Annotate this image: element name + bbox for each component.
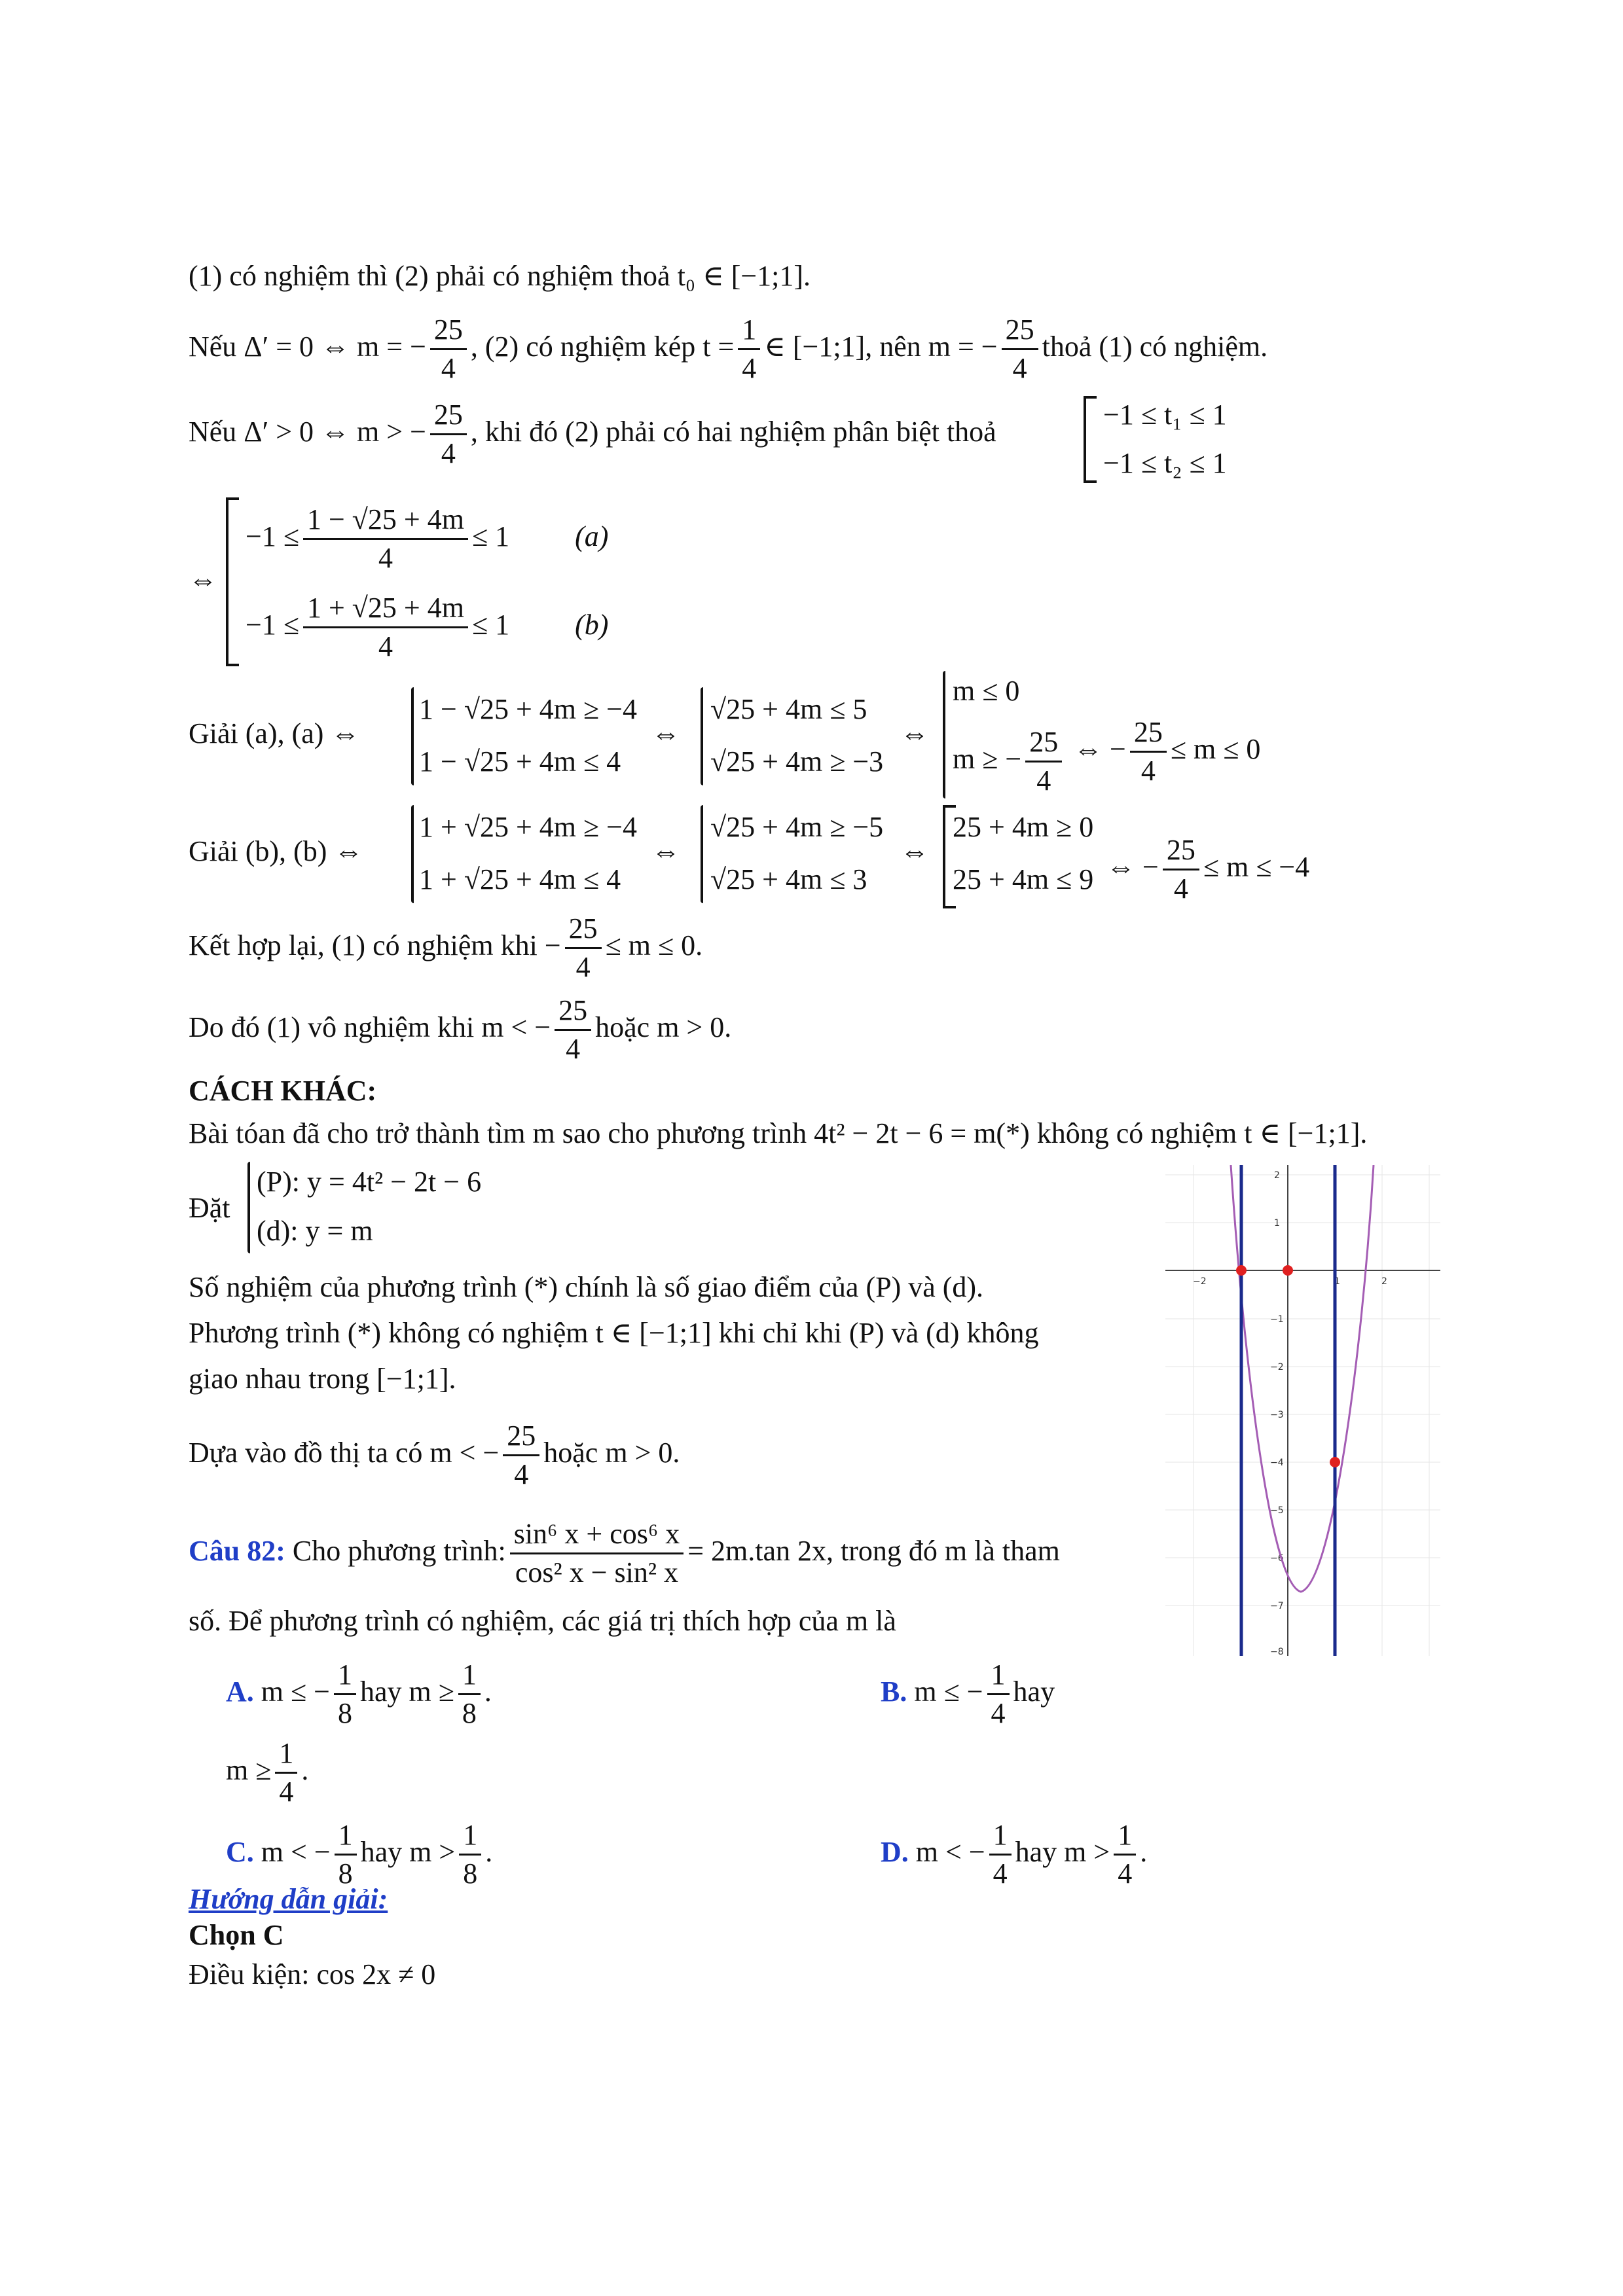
sb-eq2: ⇔ <box>900 835 929 867</box>
solve-b-label: Giải (b), (b) ⇔ <box>189 835 363 867</box>
sa-2: 1 − √25 + 4m ≤ 4 <box>419 745 621 778</box>
y-tick-neg5: −5 <box>1270 1505 1284 1516</box>
equiv-4: ⇔ <box>189 564 217 596</box>
sa-6: m ≥ − $\frac{25}{4}$ <box>953 726 1066 797</box>
y-tick-neg6: −6 <box>1270 1553 1284 1564</box>
x-tick-1: 1 <box>1334 1276 1340 1287</box>
y-tick-neg1: −1 <box>1270 1314 1284 1325</box>
sa-eq2: ⇔ <box>900 717 929 749</box>
x-tick-2: 2 <box>1381 1276 1387 1287</box>
bracket-t <box>1084 396 1097 483</box>
line-14: Dựa vào đồ thị ta có m < − $\frac{25}{4}$ hoặc m > 0. <box>189 1420 680 1491</box>
brace-b2 <box>701 805 703 903</box>
sb-5: 25 + 4m ≥ 0 <box>953 811 1094 843</box>
brace-b1 <box>411 805 414 903</box>
option-c[interactable]: C. m < − $\frac{1}{8}$ hay m > $\frac{1}{8}$ . <box>226 1819 493 1890</box>
brace-a3 <box>943 671 945 798</box>
line-9: Bài tóan đã cho trở thành tìm m sao cho phương trình 4t² − 2t − 6 = m(*) không có nghiệm t ∈ [−1;1]. <box>189 1117 1368 1149</box>
line-12: Phương trình (*) không có nghiệm t ∈ [−1;1] khi chỉ khi (P) và (d) không <box>189 1317 1039 1349</box>
parabola-curve <box>1231 1165 1374 1592</box>
line-7: Kết hợp lại, (1) có nghiệm khi − $\frac{25}{4}$ ≤ m ≤ 0. <box>189 912 703 984</box>
y-tick-neg2: −2 <box>1270 1362 1284 1372</box>
sb-4: √25 + 4m ≤ 3 <box>710 863 867 895</box>
sa-3: √25 + 4m ≤ 5 <box>710 693 867 725</box>
point-right <box>1330 1457 1340 1467</box>
row-a: −1 ≤ $\frac{1 - √25 + 4m}{4}$ ≤ 1 (a) <box>246 503 609 575</box>
option-a[interactable]: A. m ≤ − $\frac{1}{8}$ hay m ≥ $\frac{1}{8}$ . <box>226 1659 492 1730</box>
line-1: (1) có nghiệm thì (2) phải có nghiệm thoả t₀ ∈ [−1;1]. <box>189 260 811 292</box>
condition-line: Điều kiện: cos 2x ≠ 0 <box>189 1958 436 1990</box>
dat-label: Đặt <box>189 1192 230 1224</box>
option-b-cont: m ≥ $\frac{1}{4}$ . <box>226 1737 309 1808</box>
line-11: Số nghiệm của phương trình (*) chính là số giao điểm của (P) và (d). <box>189 1271 984 1303</box>
question-82-cont: số. Để phương trình có nghiệm, các giá trị thích hợp của m là <box>189 1605 896 1637</box>
y-tick-neg7: −7 <box>1270 1601 1284 1611</box>
guide-heading: Hướng dẫn giải: <box>189 1883 388 1915</box>
sa-res: ⇔ − $\frac{25}{4}$ ≤ m ≤ 0 <box>1074 716 1261 787</box>
sa-eq1: ⇔ <box>651 717 680 749</box>
y-tick-2: 2 <box>1274 1170 1280 1181</box>
cond-t1: −1 ≤ t₁ ≤ 1 <box>1103 399 1227 431</box>
x-tick-neg2: −2 <box>1193 1276 1207 1287</box>
heading-cach-khac: CÁCH KHÁC: <box>189 1075 377 1107</box>
solve-a-label: Giải (a), (a) ⇔ <box>189 717 360 749</box>
sb-eq1: ⇔ <box>651 835 680 867</box>
sa-5: m ≤ 0 <box>953 675 1020 707</box>
sa-4: √25 + 4m ≥ −3 <box>710 745 884 778</box>
parabola-graph <box>1165 1165 1440 1656</box>
question-82: Câu 82: Cho phương trình: $\frac{\text{sin⁶ x + cos⁶ x}}{\text{cos² x − sin² x}}$ = 2m.tan 2x, trong đó m là tham <box>189 1518 1060 1589</box>
sb-2: 1 + √25 + 4m ≤ 4 <box>419 863 621 895</box>
line-2: Nếu Δ′ = 0 ⇔ m = − $\frac{25}{4}$ , (2) có nghiệm kép t = $\frac{1}{4}$ ∈ [−1;1], nên m = − $\frac{25}{4}$ thoả (1) có nghiệm. <box>189 314 1268 385</box>
line-8: Do đó (1) vô nghiệm khi m < − $\frac{25}{4}$ hoặc m > 0. <box>189 994 732 1066</box>
cond-t2: −1 ≤ t₂ ≤ 1 <box>1103 447 1227 479</box>
brace-a1 <box>411 687 414 785</box>
sb-res: ⇔ − $\frac{25}{4}$ ≤ m ≤ −4 <box>1106 834 1310 905</box>
line-13: giao nhau trong [−1;1]. <box>189 1363 456 1395</box>
option-d[interactable]: D. m < − $\frac{1}{4}$ hay m > $\frac{1}{4}$ . <box>881 1819 1148 1890</box>
option-b[interactable]: B. m ≤ − $\frac{1}{4}$ hay <box>881 1659 1055 1730</box>
dat-p: (P): y = 4t² − 2t − 6 <box>257 1166 482 1198</box>
y-tick-1: 1 <box>1274 1218 1280 1229</box>
sa-1: 1 − √25 + 4m ≥ −4 <box>419 693 637 725</box>
line-3: Nếu Δ′ > 0 ⇔ m > − $\frac{25}{4}$ , khi đó (2) phải có hai nghiệm phân biệt thoả <box>189 399 996 470</box>
brace-a2 <box>701 687 703 785</box>
point-left <box>1236 1265 1247 1276</box>
bracket-ab <box>226 497 239 666</box>
sb-3: √25 + 4m ≥ −5 <box>710 811 884 843</box>
sb-1: 1 + √25 + 4m ≥ −4 <box>419 811 637 843</box>
y-tick-neg8: −8 <box>1270 1647 1284 1656</box>
answer-choice: Chọn C <box>189 1919 284 1951</box>
y-tick-neg4: −4 <box>1270 1458 1284 1468</box>
row-b: −1 ≤ $\frac{1 + √25 + 4m}{4}$ ≤ 1 (b) <box>246 592 609 663</box>
point-origin <box>1283 1265 1293 1276</box>
brace-dat <box>247 1162 250 1253</box>
y-tick-neg3: −3 <box>1270 1410 1284 1420</box>
dat-d: (d): y = m <box>257 1215 373 1247</box>
sb-6: 25 + 4m ≤ 9 <box>953 863 1094 895</box>
